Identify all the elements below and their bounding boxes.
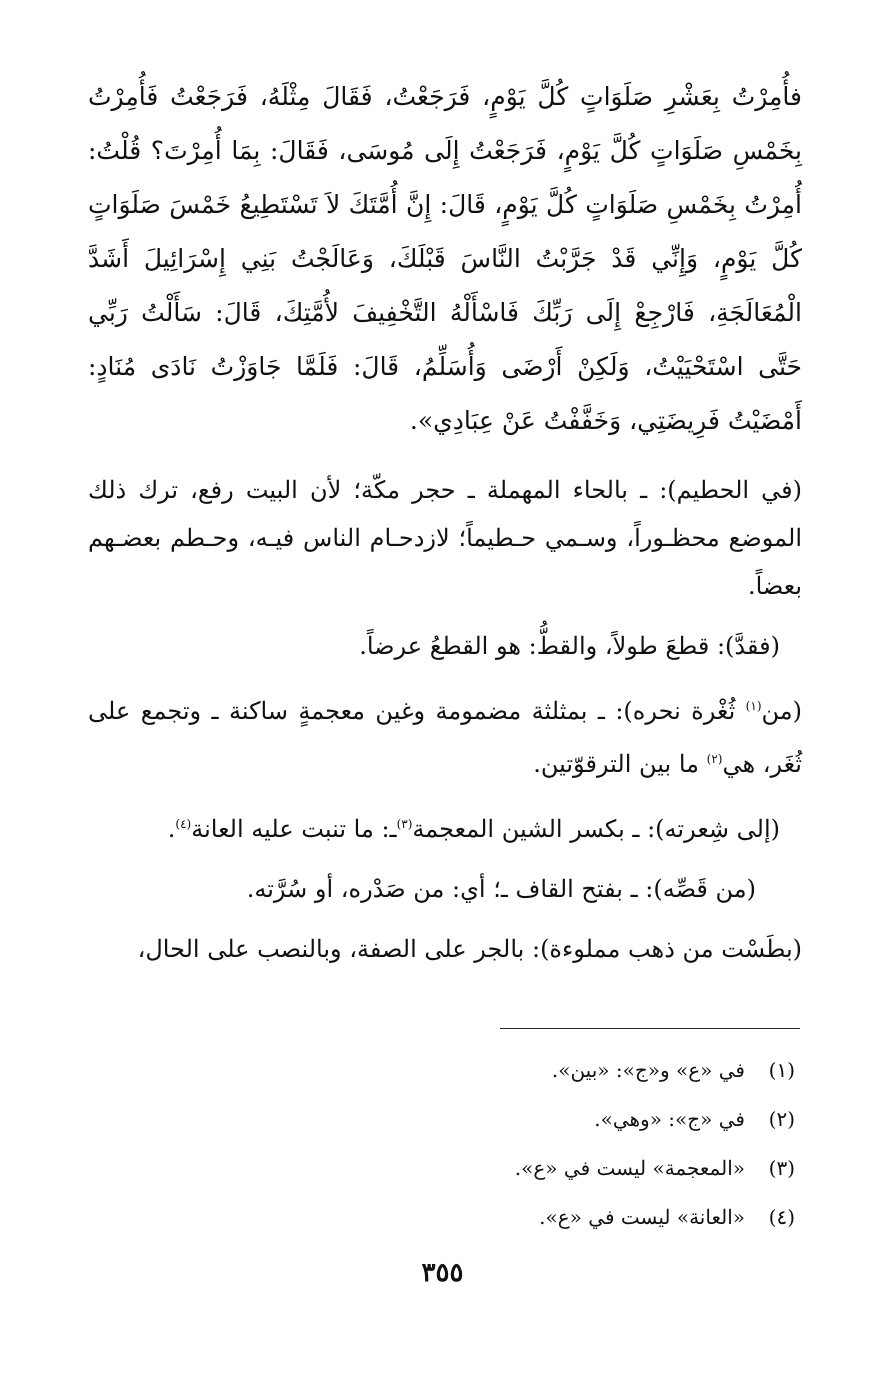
footnote-text: «العانة» ليست في «ع». bbox=[539, 1205, 745, 1229]
page-body bbox=[88, 70, 802, 973]
paragraph-shira-part3: . bbox=[167, 815, 176, 843]
footnotes bbox=[235, 1046, 795, 1242]
footnote-text: في «ع» و«ج»: «بين». bbox=[551, 1058, 745, 1082]
paragraph-thughra-part2: ثُغْرة نحره): ـ بمثلثة مضمومة وغين معجمةٍ ساكنة ـ وتجمع على ثُغَر، هي bbox=[88, 697, 802, 778]
paragraph-thughra-part1: (من bbox=[761, 697, 802, 725]
footnote-text: في «ج»: «وهي». bbox=[594, 1107, 745, 1131]
footnote-number: (٢) bbox=[768, 1107, 795, 1131]
paragraph-hatim: (في الحطيم): ـ بالحاء المهملة ـ حجر مكّة؛ لأن البيت رفع، ترك ذلك الموضع محظـوراً، وسـمي حـطيماً؛ لازدحـام الناس فيـه، وحـطم بعضـهم بعضاً. bbox=[88, 476, 802, 600]
footnote-divider bbox=[500, 1028, 800, 1029]
footnote-ref-4[interactable]: (٤) bbox=[175, 817, 192, 831]
footnote-number: (٤) bbox=[768, 1205, 795, 1229]
paragraph-thughra-part3: ما بين الترقوّتين. bbox=[533, 750, 707, 778]
paragraph-qass: (من قَصِّه): ـ بفتح القاف ـ؛ أي: من صَدْره، أو سُرَّته. bbox=[246, 875, 756, 903]
hadith-text: فأُمِرْتُ بِعَشْرِ صَلَوَاتٍ كُلَّ يَوْمٍ، فَرَجَعْتُ، فَقَالَ مِثْلَهُ، فَرَجَعْتُ فَأُمِرْتُ بِخَمْسِ صَلَوَاتٍ كُلَّ يَوْمٍ، فَرَجَعْتُ إِلَى مُوسَى، فَقَالَ: بِمَا أُمِرْتَ؟ قُلْتُ: أُمِرْتُ بِخَمْسِ صَلَوَاتٍ كُلَّ يَوْمٍ، قَالَ: إِنَّ أُمَّتَكَ لاَ تَسْتَطِيعُ خَمْسَ صَلَوَاتٍ كُلَّ يَوْمٍ، وَإِنِّي قَدْ جَرَّبْتُ النَّاسَ قَبْلَكَ، وَعَالَجْتُ بَنِي إِسْرَائِيلَ أَشَدَّ الْمُعَالَجَةِ، فَارْجِعْ إِلَى رَبِّكَ فَاسْأَلْهُ التَّخْفِيفَ لأُمَّتِكَ، قَالَ: سَأَلْتُ رَبِّي حَتَّى اسْتَحْيَيْتُ، وَلَكِنْ أَرْضَى وَأُسَلِّمُ، قَالَ: فَلَمَّا جَاوَزْتُ نَادَى مُنَادٍ: أَمْضَيْتُ فَرِيضَتِي، وَخَفَّفْتُ عَنْ عِبَادِي». bbox=[88, 82, 802, 435]
footnote-ref-2[interactable]: (٢) bbox=[706, 752, 723, 766]
footnote-ref-3[interactable]: (٣) bbox=[396, 817, 413, 831]
paragraph-shira-part2: ـ: ما تنبت عليه العانة bbox=[191, 815, 397, 843]
paragraph-thughra bbox=[88, 682, 802, 788]
paragraph-shira-part1: (إلى شِعرته): ـ بكسر الشين المعجمة bbox=[412, 815, 780, 843]
footnote-number: (١) bbox=[768, 1058, 795, 1082]
footnote-ref-1[interactable]: (١) bbox=[745, 699, 762, 713]
page-number: ٣٥٥ bbox=[421, 1258, 464, 1288]
footnote-text: «المعجمة» ليست في «ع». bbox=[514, 1156, 745, 1180]
paragraph-tast: (بطَسْت من ذهب مملوءة): بالجر على الصفة، وبالنصب على الحال، bbox=[137, 935, 802, 963]
footnote-item bbox=[235, 1095, 795, 1144]
paragraph-shira bbox=[88, 800, 802, 853]
footnote-item bbox=[235, 1046, 795, 1095]
footnote-number: (٣) bbox=[768, 1156, 795, 1180]
paragraph-faqad: (فقدَّ): قطعَ طولاً، والقطُّ: هو القطعُ عرضاً. bbox=[359, 632, 780, 660]
footnote-item bbox=[235, 1193, 795, 1242]
footnote-item bbox=[235, 1144, 795, 1193]
